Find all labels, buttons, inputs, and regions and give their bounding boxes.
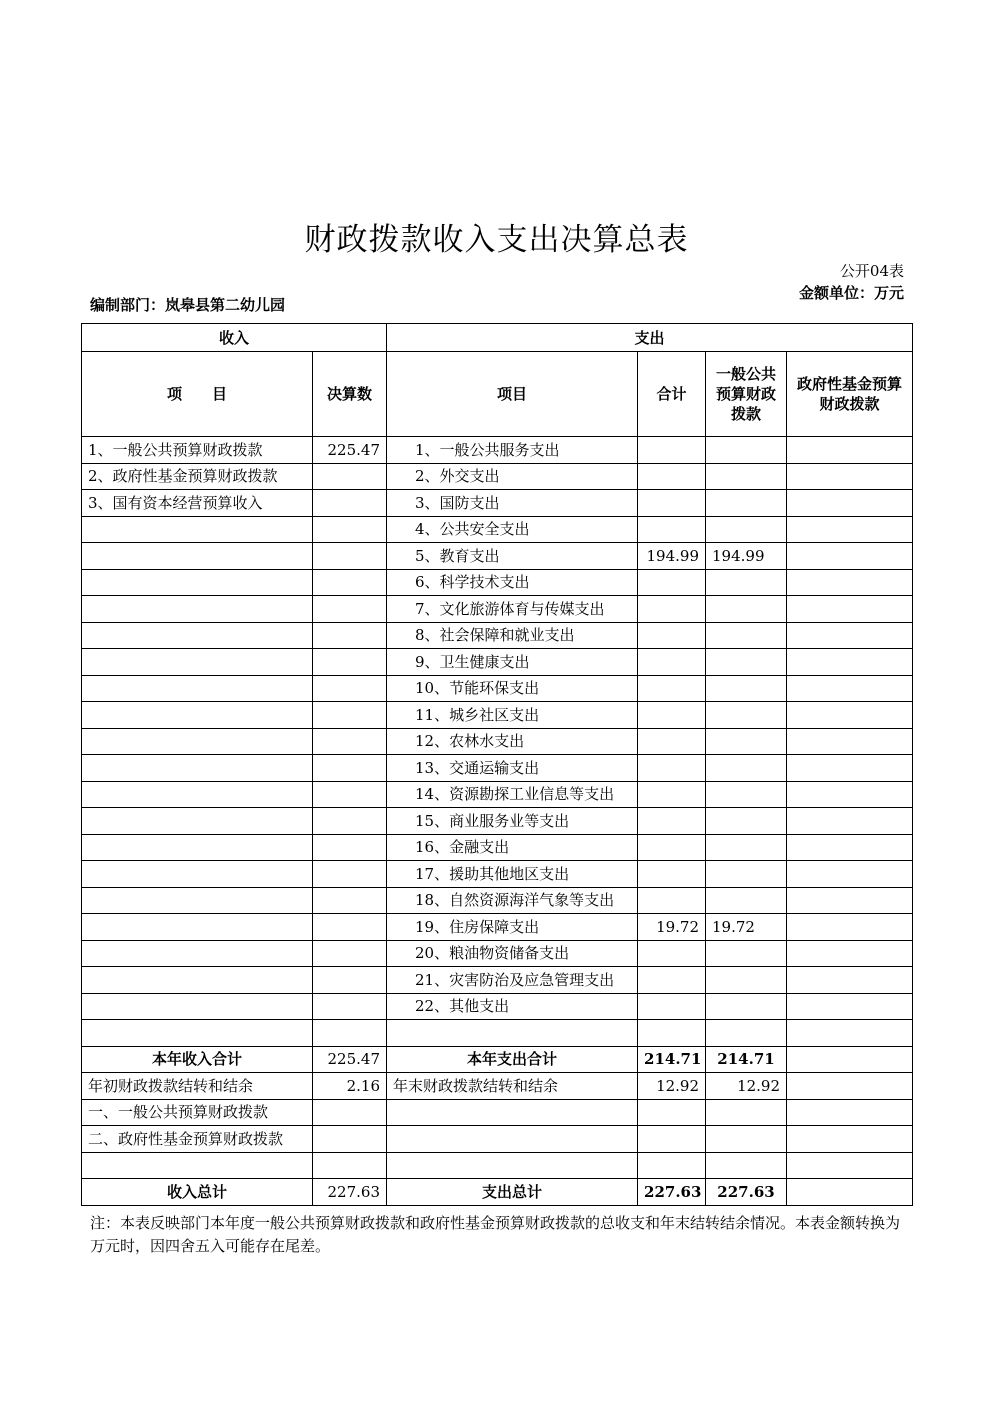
expense-item-cell: 11、城乡社区支出 [387,702,638,729]
general-budget-cell [706,490,787,517]
general-budget-cell [706,702,787,729]
expense-item-cell: 1、一般公共服务支出 [387,437,638,464]
expense-item-cell: 21、灾害防治及应急管理支出 [387,967,638,994]
expense-item-cell: 4、公共安全支出 [387,516,638,543]
income-amount-cell [313,543,387,570]
gov-fund-cell [787,781,913,808]
gov-fund-header: 政府性基金预算财政拨款 [787,352,913,437]
header-row-2 [82,352,913,437]
expense-total-cell: 19.72 [638,914,706,941]
income-item-cell: 1、一般公共预算财政拨款 [82,437,313,464]
general-budget-cell [706,755,787,782]
expense-total-cell [638,702,706,729]
gov-fund-cell [787,861,913,888]
income-amount-cell [313,755,387,782]
gov-fund-cell [787,490,913,517]
year-expense-general: 214.71 [706,1046,787,1073]
general-budget-cell [706,993,787,1020]
expense-item-cell: 15、商业服务业等支出 [387,808,638,835]
expense-total-cell [638,490,706,517]
end-balance-label: 年末财政拨款结转和结余 [387,1073,638,1100]
gov-fund-cell [787,543,913,570]
expense-total-cell [638,675,706,702]
begin-sub-fund-value [313,1126,387,1153]
gov-fund-cell [787,967,913,994]
income-amount-cell [313,649,387,676]
empty-cell [706,1099,787,1126]
gov-fund-cell [787,940,913,967]
summary-row [82,1099,913,1126]
expense-total-cell [638,596,706,623]
income-item-cell [82,596,313,623]
expense-item-cell: 22、其他支出 [387,993,638,1020]
general-budget-cell [706,596,787,623]
income-amount-cell [313,596,387,623]
general-budget-cell [706,728,787,755]
expense-total-cell [638,993,706,1020]
income-item-cell [82,861,313,888]
table-row [82,781,913,808]
general-budget-cell [706,887,787,914]
income-grand-value: 227.63 [313,1179,387,1206]
begin-sub-fund-label: 二、政府性基金预算财政拨款 [82,1126,313,1153]
expense-grand-general: 227.63 [706,1179,787,1206]
year-income-label: 本年收入合计 [82,1046,313,1073]
gov-fund-cell [787,1020,913,1047]
expense-total-cell [638,808,706,835]
table-row [82,834,913,861]
expense-total-cell [638,622,706,649]
empty-cell [787,1126,913,1153]
table-row [82,808,913,835]
table-row [82,675,913,702]
income-amount-cell [313,490,387,517]
expense-total-cell [638,516,706,543]
income-item-cell [82,940,313,967]
income-item-cell [82,993,313,1020]
begin-sub-general-value [313,1099,387,1126]
expense-item-cell: 8、社会保障和就业支出 [387,622,638,649]
empty-cell [706,1152,787,1179]
end-balance-total: 12.92 [638,1073,706,1100]
income-amount-cell [313,808,387,835]
general-budget-cell: 194.99 [706,543,787,570]
table-row [82,649,913,676]
table-row [82,463,913,490]
expense-total-cell [638,437,706,464]
income-item-cell [82,914,313,941]
income-amount-cell [313,728,387,755]
income-item-cell [82,702,313,729]
income-amount-cell [313,940,387,967]
table-row [82,940,913,967]
unit-label: 金额单位：万元 [798,284,904,302]
income-item-cell [82,781,313,808]
empty-cell [706,1126,787,1153]
footnote: 注：本表反映部门本年度一般公共预算财政拨款和政府性基金预算财政拨款的总收支和年末结转结余情况。本表金额转换为万元时，因四舍五入可能存在尾差。 [90,1214,901,1255]
expense-item-cell: 3、国防支出 [387,490,638,517]
income-item-cell [82,622,313,649]
expense-total-cell [638,1020,706,1047]
table-row [82,967,913,994]
table-row [82,914,913,941]
final-amount-header: 决算数 [313,352,387,437]
year-expense-total: 214.71 [638,1046,706,1073]
expense-item-cell: 12、农林水支出 [387,728,638,755]
empty-cell [638,1099,706,1126]
expense-item-cell: 16、金融支出 [387,834,638,861]
table-row [82,993,913,1020]
expense-item-cell: 7、文化旅游体育与传媒支出 [387,596,638,623]
gov-fund-cell [787,914,913,941]
expense-total-cell [638,887,706,914]
expense-item-cell: 2、外交支出 [387,463,638,490]
expense-item-cell: 13、交通运输支出 [387,755,638,782]
income-amount-cell [313,993,387,1020]
general-budget-cell [706,834,787,861]
appropriation-table [81,323,913,1206]
income-amount-cell [313,781,387,808]
end-balance-general: 12.92 [706,1073,787,1100]
general-budget-cell [706,940,787,967]
income-item-cell [82,887,313,914]
gov-fund-cell [787,728,913,755]
expense-item-cell: 14、资源勘探工业信息等支出 [387,781,638,808]
summary-row [82,1073,913,1100]
empty-cell [638,1126,706,1153]
expense-total-cell [638,755,706,782]
income-item-cell [82,755,313,782]
gov-fund-cell [787,834,913,861]
expense-grand-fund [787,1179,913,1206]
expense-total-cell [638,463,706,490]
income-header: 收入 [82,324,387,352]
expense-total-cell [638,861,706,888]
income-item-cell [82,516,313,543]
income-item-cell: 2、政府性基金预算财政拨款 [82,463,313,490]
income-amount-cell [313,675,387,702]
table-row [82,887,913,914]
begin-balance-label: 年初财政拨款结转和结余 [82,1073,313,1100]
expense-grand-total: 227.63 [638,1179,706,1206]
empty-cell [387,1152,638,1179]
income-item-cell: 3、国有资本经营预算收入 [82,490,313,517]
empty-cell [82,1152,313,1179]
expense-total-cell [638,649,706,676]
table-row [82,702,913,729]
expense-item-cell: 17、援助其他地区支出 [387,861,638,888]
general-budget-cell [706,649,787,676]
begin-sub-general-label: 一、一般公共预算财政拨款 [82,1099,313,1126]
begin-balance-value: 2.16 [313,1073,387,1100]
summary-row [82,1152,913,1179]
income-item-cell [82,675,313,702]
expense-total-cell [638,834,706,861]
income-amount-cell [313,834,387,861]
empty-cell [787,1152,913,1179]
year-expense-label: 本年支出合计 [387,1046,638,1073]
income-item-header: 项 目 [82,352,313,437]
table-row [82,861,913,888]
table-row [82,516,913,543]
income-item-cell [82,543,313,570]
general-budget-cell [706,781,787,808]
table-row [82,596,913,623]
empty-cell [387,1126,638,1153]
general-budget-cell [706,437,787,464]
gov-fund-cell [787,622,913,649]
general-budget-cell [706,516,787,543]
gov-fund-cell [787,596,913,623]
expense-item-cell: 19、住房保障支出 [387,914,638,941]
gov-fund-cell [787,437,913,464]
income-item-cell [82,649,313,676]
expense-item-cell: 9、卫生健康支出 [387,649,638,676]
page-title: 财政拨款收入支出决算总表 [304,222,689,258]
gov-fund-cell [787,808,913,835]
general-budget-cell [706,463,787,490]
summary-row [82,1126,913,1153]
total-header: 合计 [638,352,706,437]
general-budget-cell [706,622,787,649]
empty-cell [313,1152,387,1179]
expense-total-cell [638,967,706,994]
form-number: 公开04表 [839,262,904,280]
income-amount-cell [313,967,387,994]
summary-row [82,1179,913,1206]
gov-fund-cell [787,887,913,914]
gov-fund-cell [787,569,913,596]
year-expense-fund [787,1046,913,1073]
department-label: 编制部门：岚皋县第二幼儿园 [90,296,286,314]
table-row [82,1020,913,1047]
table-row [82,437,913,464]
end-balance-fund [787,1073,913,1100]
table-row [82,490,913,517]
expense-total-cell [638,569,706,596]
expense-item-cell: 5、教育支出 [387,543,638,570]
income-item-cell [82,967,313,994]
expense-total-cell [638,781,706,808]
income-amount-cell [313,463,387,490]
table-row [82,755,913,782]
expense-item-cell: 10、节能环保支出 [387,675,638,702]
gov-fund-cell [787,702,913,729]
income-amount-cell [313,569,387,596]
expense-item-cell: 6、科学技术支出 [387,569,638,596]
expense-total-cell [638,940,706,967]
income-amount-cell [313,914,387,941]
empty-cell [787,1099,913,1126]
income-item-cell [82,569,313,596]
table-row [82,622,913,649]
general-budget-cell [706,675,787,702]
income-grand-label: 收入总计 [82,1179,313,1206]
gov-fund-cell [787,649,913,676]
gov-fund-cell [787,675,913,702]
gov-fund-cell [787,755,913,782]
income-amount-cell: 225.47 [313,437,387,464]
income-item-cell [82,1020,313,1047]
table-row [82,543,913,570]
general-budget-cell [706,1020,787,1047]
expense-item-cell [387,1020,638,1047]
income-item-cell [82,834,313,861]
income-item-cell [82,808,313,835]
income-amount-cell [313,861,387,888]
gov-fund-cell [787,516,913,543]
expense-item-header: 项目 [387,352,638,437]
table-row [82,569,913,596]
expense-item-cell: 20、粮油物资储备支出 [387,940,638,967]
header-row-1 [82,324,913,352]
general-budget-header: 一般公共预算财政拨款 [706,352,787,437]
empty-cell [387,1099,638,1126]
expense-grand-label: 支出总计 [387,1179,638,1206]
income-amount-cell [313,702,387,729]
empty-cell [638,1152,706,1179]
summary-row [82,1046,913,1073]
gov-fund-cell [787,993,913,1020]
gov-fund-cell [787,463,913,490]
income-amount-cell [313,622,387,649]
expense-total-cell [638,728,706,755]
expense-total-cell: 194.99 [638,543,706,570]
expense-item-cell: 18、自然资源海洋气象等支出 [387,887,638,914]
general-budget-cell [706,569,787,596]
general-budget-cell [706,861,787,888]
year-income-value: 225.47 [313,1046,387,1073]
expense-header: 支出 [387,324,913,352]
income-amount-cell [313,887,387,914]
general-budget-cell [706,808,787,835]
income-amount-cell [313,516,387,543]
general-budget-cell [706,967,787,994]
income-amount-cell [313,1020,387,1047]
income-item-cell [82,728,313,755]
table-row [82,728,913,755]
general-budget-cell: 19.72 [706,914,787,941]
